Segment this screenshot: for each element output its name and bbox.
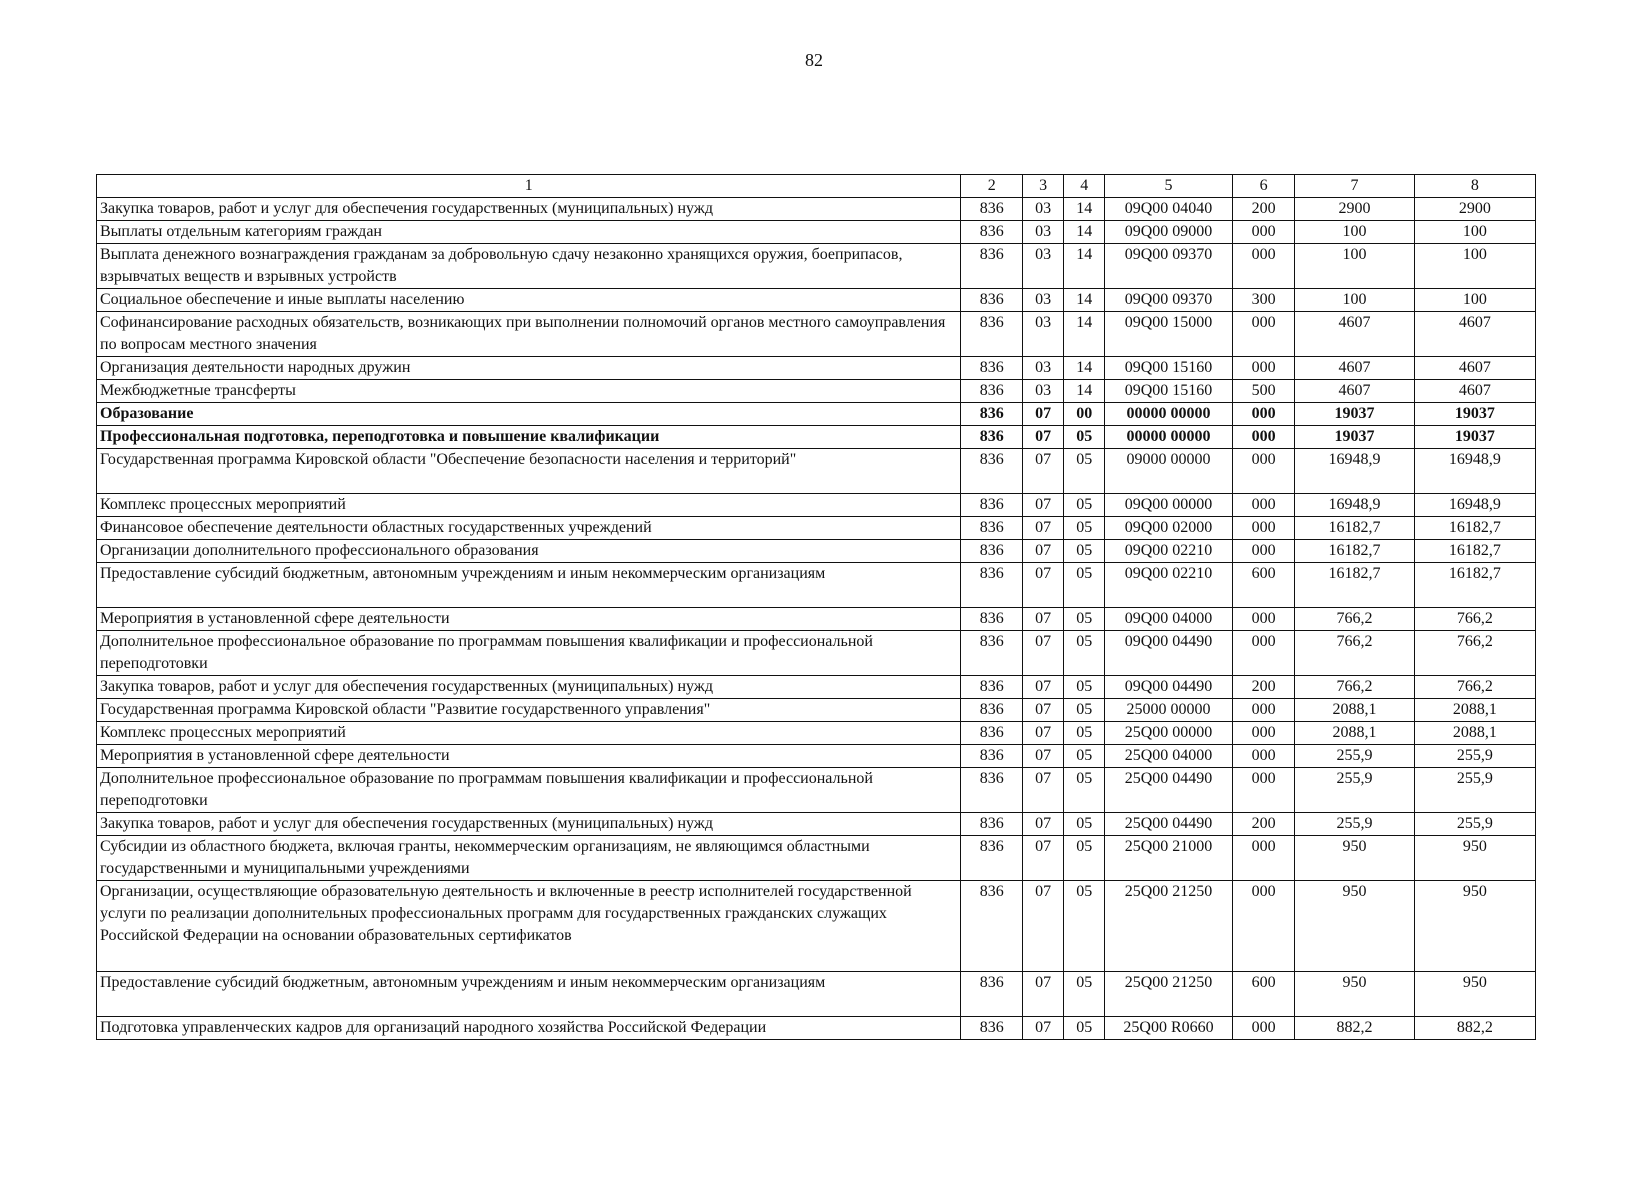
- code-ministry-cell: 836: [961, 608, 1023, 631]
- table-body: [97, 198, 1536, 1040]
- code-expense-type-cell: 300: [1232, 289, 1295, 312]
- amount-year-1-cell: 16182,7: [1295, 517, 1414, 540]
- code-ministry-cell: 836: [961, 813, 1023, 836]
- code-subsection-cell: 05: [1064, 449, 1105, 494]
- code-subsection-cell: 14: [1064, 380, 1105, 403]
- item-name-cell: Софинансирование расходных обязательств, возникающих при выполнении полномочий органов местного самоуправления по вопросам местного значения: [97, 312, 961, 357]
- code-ministry-cell: 836: [961, 403, 1023, 426]
- code-subsection-cell: 14: [1064, 312, 1105, 357]
- code-expense-type-cell: 000: [1232, 449, 1295, 494]
- item-name-cell: Финансовое обеспечение деятельности областных государственных учреждений: [97, 517, 961, 540]
- amount-year-1-cell: 19037: [1295, 426, 1414, 449]
- code-subsection-cell: 05: [1064, 745, 1105, 768]
- code-target-article-cell: 09Q00 02000: [1105, 517, 1232, 540]
- code-subsection-cell: 05: [1064, 881, 1105, 972]
- code-target-article-cell: 25Q00 21250: [1105, 881, 1232, 972]
- amount-year-2-cell: 4607: [1414, 312, 1535, 357]
- amount-year-1-cell: 950: [1295, 836, 1414, 881]
- table-row: [97, 449, 1536, 494]
- code-target-article-cell: 09Q00 04490: [1105, 676, 1232, 699]
- code-ministry-cell: 836: [961, 221, 1023, 244]
- item-name-cell: Профессиональная подготовка, переподготовка и повышение квалификации: [97, 426, 961, 449]
- code-expense-type-cell: 000: [1232, 1017, 1295, 1040]
- code-ministry-cell: 836: [961, 631, 1023, 676]
- code-target-article-cell: 09Q00 04040: [1105, 198, 1232, 221]
- table-row: [97, 768, 1536, 813]
- code-section-cell: 03: [1023, 244, 1064, 289]
- table-row: [97, 745, 1536, 768]
- code-target-article-cell: 09Q00 02210: [1105, 563, 1232, 608]
- item-name-cell: Предоставление субсидий бюджетным, автономным учреждениям и иным некоммерческим организациям: [97, 972, 961, 1017]
- code-target-article-cell: 09Q00 15160: [1105, 380, 1232, 403]
- table-row: [97, 813, 1536, 836]
- table-row: [97, 836, 1536, 881]
- code-section-cell: 07: [1023, 699, 1064, 722]
- column-header-6: 6: [1232, 175, 1295, 198]
- code-section-cell: 07: [1023, 426, 1064, 449]
- code-ministry-cell: 836: [961, 1017, 1023, 1040]
- code-subsection-cell: 14: [1064, 357, 1105, 380]
- amount-year-2-cell: 100: [1414, 289, 1535, 312]
- amount-year-2-cell: 882,2: [1414, 1017, 1535, 1040]
- code-target-article-cell: 09Q00 04490: [1105, 631, 1232, 676]
- amount-year-1-cell: 16948,9: [1295, 494, 1414, 517]
- code-ministry-cell: 836: [961, 676, 1023, 699]
- amount-year-1-cell: 4607: [1295, 357, 1414, 380]
- amount-year-2-cell: 255,9: [1414, 768, 1535, 813]
- code-ministry-cell: 836: [961, 289, 1023, 312]
- code-ministry-cell: 836: [961, 517, 1023, 540]
- code-expense-type-cell: 600: [1232, 563, 1295, 608]
- code-ministry-cell: 836: [961, 699, 1023, 722]
- item-name-cell: Организации дополнительного профессионального образования: [97, 540, 961, 563]
- code-expense-type-cell: 000: [1232, 494, 1295, 517]
- code-ministry-cell: 836: [961, 768, 1023, 813]
- column-header-4: 4: [1064, 175, 1105, 198]
- amount-year-2-cell: 4607: [1414, 357, 1535, 380]
- column-header-1: 1: [97, 175, 961, 198]
- item-name-cell: Мероприятия в установленной сфере деятельности: [97, 745, 961, 768]
- amount-year-2-cell: 16182,7: [1414, 563, 1535, 608]
- amount-year-2-cell: 100: [1414, 221, 1535, 244]
- code-section-cell: 07: [1023, 403, 1064, 426]
- amount-year-1-cell: 16948,9: [1295, 449, 1414, 494]
- code-section-cell: 03: [1023, 221, 1064, 244]
- table-row: [97, 631, 1536, 676]
- code-expense-type-cell: 000: [1232, 631, 1295, 676]
- code-subsection-cell: 14: [1064, 289, 1105, 312]
- amount-year-2-cell: 950: [1414, 972, 1535, 1017]
- item-name-cell: Организации, осуществляющие образовательную деятельность и включенные в реестр исполнителей государственной услуги по реализации дополнительных профессиональных программ для государственных гражданских служащих Российской Федерации на основании образовательных сертификатов: [97, 881, 961, 972]
- code-section-cell: 07: [1023, 813, 1064, 836]
- item-name-cell: Государственная программа Кировской области "Обеспечение безопасности населения и территорий": [97, 449, 961, 494]
- code-expense-type-cell: 000: [1232, 881, 1295, 972]
- amount-year-2-cell: 766,2: [1414, 676, 1535, 699]
- code-target-article-cell: 09Q00 09000: [1105, 221, 1232, 244]
- code-target-article-cell: 09Q00 09370: [1105, 289, 1232, 312]
- code-section-cell: 03: [1023, 380, 1064, 403]
- table-row: [97, 426, 1536, 449]
- code-target-article-cell: 09Q00 00000: [1105, 494, 1232, 517]
- code-section-cell: 07: [1023, 540, 1064, 563]
- code-section-cell: 07: [1023, 517, 1064, 540]
- table-row: [97, 517, 1536, 540]
- code-subsection-cell: 05: [1064, 1017, 1105, 1040]
- amount-year-1-cell: 950: [1295, 972, 1414, 1017]
- code-subsection-cell: 00: [1064, 403, 1105, 426]
- item-name-cell: Выплата денежного вознаграждения гражданам за добровольную сдачу незаконно хранящихся оружия, боеприпасов, взрывчатых веществ и взрывных устройств: [97, 244, 961, 289]
- amount-year-1-cell: 100: [1295, 244, 1414, 289]
- table-row: [97, 608, 1536, 631]
- item-name-cell: Закупка товаров, работ и услуг для обеспечения государственных (муниципальных) нужд: [97, 813, 961, 836]
- code-section-cell: 03: [1023, 312, 1064, 357]
- item-name-cell: Подготовка управленческих кадров для организаций народного хозяйства Российской Федерации: [97, 1017, 961, 1040]
- code-expense-type-cell: 000: [1232, 608, 1295, 631]
- code-ministry-cell: 836: [961, 836, 1023, 881]
- code-section-cell: 07: [1023, 745, 1064, 768]
- table-row: [97, 676, 1536, 699]
- amount-year-1-cell: 2088,1: [1295, 722, 1414, 745]
- table-row: [97, 289, 1536, 312]
- code-section-cell: 03: [1023, 289, 1064, 312]
- item-name-cell: Комплекс процессных мероприятий: [97, 722, 961, 745]
- table-row: [97, 699, 1536, 722]
- table-row: [97, 357, 1536, 380]
- amount-year-1-cell: 2088,1: [1295, 699, 1414, 722]
- item-name-cell: Государственная программа Кировской области "Развитие государственного управления": [97, 699, 961, 722]
- code-subsection-cell: 05: [1064, 517, 1105, 540]
- item-name-cell: Выплаты отдельным категориям граждан: [97, 221, 961, 244]
- code-target-article-cell: 25000 00000: [1105, 699, 1232, 722]
- amount-year-2-cell: 19037: [1414, 403, 1535, 426]
- amount-year-2-cell: 16948,9: [1414, 449, 1535, 494]
- amount-year-1-cell: 766,2: [1295, 676, 1414, 699]
- code-ministry-cell: 836: [961, 198, 1023, 221]
- code-ministry-cell: 836: [961, 563, 1023, 608]
- amount-year-2-cell: 950: [1414, 881, 1535, 972]
- code-subsection-cell: 14: [1064, 221, 1105, 244]
- code-expense-type-cell: 000: [1232, 699, 1295, 722]
- code-subsection-cell: 05: [1064, 563, 1105, 608]
- code-section-cell: 07: [1023, 563, 1064, 608]
- amount-year-2-cell: 766,2: [1414, 631, 1535, 676]
- item-name-cell: Закупка товаров, работ и услуг для обеспечения государственных (муниципальных) нужд: [97, 198, 961, 221]
- code-target-article-cell: 25Q00 04490: [1105, 813, 1232, 836]
- amount-year-1-cell: 16182,7: [1295, 540, 1414, 563]
- code-target-article-cell: 25Q00 00000: [1105, 722, 1232, 745]
- table-row: [97, 221, 1536, 244]
- table-row: [97, 403, 1536, 426]
- code-subsection-cell: 05: [1064, 631, 1105, 676]
- code-subsection-cell: 14: [1064, 198, 1105, 221]
- table-row: [97, 1017, 1536, 1040]
- amount-year-2-cell: 2900: [1414, 198, 1535, 221]
- amount-year-1-cell: 255,9: [1295, 813, 1414, 836]
- amount-year-1-cell: 16182,7: [1295, 563, 1414, 608]
- amount-year-1-cell: 100: [1295, 289, 1414, 312]
- code-section-cell: 07: [1023, 676, 1064, 699]
- code-section-cell: 07: [1023, 722, 1064, 745]
- code-section-cell: 03: [1023, 357, 1064, 380]
- code-ministry-cell: 836: [961, 494, 1023, 517]
- code-ministry-cell: 836: [961, 312, 1023, 357]
- table-row: [97, 540, 1536, 563]
- column-header-2: 2: [961, 175, 1023, 198]
- code-ministry-cell: 836: [961, 357, 1023, 380]
- code-expense-type-cell: 000: [1232, 540, 1295, 563]
- code-ministry-cell: 836: [961, 722, 1023, 745]
- table-row: [97, 494, 1536, 517]
- amount-year-2-cell: 16948,9: [1414, 494, 1535, 517]
- code-expense-type-cell: 200: [1232, 198, 1295, 221]
- amount-year-2-cell: 766,2: [1414, 608, 1535, 631]
- table-row: [97, 722, 1536, 745]
- table-row: [97, 312, 1536, 357]
- code-expense-type-cell: 000: [1232, 312, 1295, 357]
- header-row: [97, 175, 1536, 198]
- code-subsection-cell: 05: [1064, 972, 1105, 1017]
- amount-year-1-cell: 19037: [1295, 403, 1414, 426]
- code-subsection-cell: 14: [1064, 244, 1105, 289]
- amount-year-1-cell: 4607: [1295, 312, 1414, 357]
- code-subsection-cell: 05: [1064, 608, 1105, 631]
- code-subsection-cell: 05: [1064, 722, 1105, 745]
- amount-year-2-cell: 255,9: [1414, 813, 1535, 836]
- code-subsection-cell: 05: [1064, 699, 1105, 722]
- budget-table: [96, 174, 1536, 1040]
- code-section-cell: 07: [1023, 631, 1064, 676]
- code-expense-type-cell: 000: [1232, 426, 1295, 449]
- page-number: 82: [805, 50, 823, 70]
- code-expense-type-cell: 000: [1232, 517, 1295, 540]
- amount-year-1-cell: 255,9: [1295, 768, 1414, 813]
- code-ministry-cell: 836: [961, 881, 1023, 972]
- code-target-article-cell: 09Q00 04000: [1105, 608, 1232, 631]
- code-target-article-cell: 09Q00 15000: [1105, 312, 1232, 357]
- code-expense-type-cell: 000: [1232, 722, 1295, 745]
- amount-year-1-cell: 766,2: [1295, 631, 1414, 676]
- item-name-cell: Предоставление субсидий бюджетным, автономным учреждениям и иным некоммерческим организациям: [97, 563, 961, 608]
- code-subsection-cell: 05: [1064, 426, 1105, 449]
- amount-year-1-cell: 766,2: [1295, 608, 1414, 631]
- item-name-cell: Организация деятельности народных дружин: [97, 357, 961, 380]
- code-section-cell: 07: [1023, 972, 1064, 1017]
- code-target-article-cell: 09Q00 09370: [1105, 244, 1232, 289]
- code-target-article-cell: 09000 00000: [1105, 449, 1232, 494]
- code-subsection-cell: 05: [1064, 768, 1105, 813]
- amount-year-1-cell: 2900: [1295, 198, 1414, 221]
- table-row: [97, 198, 1536, 221]
- amount-year-2-cell: 950: [1414, 836, 1535, 881]
- amount-year-2-cell: 16182,7: [1414, 517, 1535, 540]
- code-ministry-cell: 836: [961, 972, 1023, 1017]
- code-section-cell: 03: [1023, 198, 1064, 221]
- code-expense-type-cell: 200: [1232, 676, 1295, 699]
- code-section-cell: 07: [1023, 768, 1064, 813]
- code-ministry-cell: 836: [961, 380, 1023, 403]
- code-ministry-cell: 836: [961, 449, 1023, 494]
- item-name-cell: Субсидии из областного бюджета, включая гранты, некоммерческим организациям, не являющимся областными государственными и муниципальными учреждениями: [97, 836, 961, 881]
- item-name-cell: Комплекс процессных мероприятий: [97, 494, 961, 517]
- table-row: [97, 380, 1536, 403]
- amount-year-2-cell: 16182,7: [1414, 540, 1535, 563]
- code-target-article-cell: 25Q00 R0660: [1105, 1017, 1232, 1040]
- code-expense-type-cell: 000: [1232, 745, 1295, 768]
- amount-year-2-cell: 2088,1: [1414, 699, 1535, 722]
- code-ministry-cell: 836: [961, 244, 1023, 289]
- code-expense-type-cell: 000: [1232, 357, 1295, 380]
- code-section-cell: 07: [1023, 494, 1064, 517]
- code-ministry-cell: 836: [961, 426, 1023, 449]
- item-name-cell: Дополнительное профессиональное образование по программам повышения квалификации и профессиональной переподготовки: [97, 768, 961, 813]
- amount-year-1-cell: 4607: [1295, 380, 1414, 403]
- code-target-article-cell: 09Q00 15160: [1105, 357, 1232, 380]
- amount-year-2-cell: 255,9: [1414, 745, 1535, 768]
- code-section-cell: 07: [1023, 449, 1064, 494]
- code-target-article-cell: 00000 00000: [1105, 403, 1232, 426]
- code-section-cell: 07: [1023, 836, 1064, 881]
- item-name-cell: Мероприятия в установленной сфере деятельности: [97, 608, 961, 631]
- amount-year-2-cell: 100: [1414, 244, 1535, 289]
- code-ministry-cell: 836: [961, 540, 1023, 563]
- code-expense-type-cell: 000: [1232, 244, 1295, 289]
- code-expense-type-cell: 000: [1232, 221, 1295, 244]
- code-target-article-cell: 00000 00000: [1105, 426, 1232, 449]
- amount-year-1-cell: 882,2: [1295, 1017, 1414, 1040]
- column-header-5: 5: [1105, 175, 1232, 198]
- code-target-article-cell: 25Q00 04000: [1105, 745, 1232, 768]
- item-name-cell: Социальное обеспечение и иные выплаты населению: [97, 289, 961, 312]
- amount-year-2-cell: 4607: [1414, 380, 1535, 403]
- code-subsection-cell: 05: [1064, 494, 1105, 517]
- item-name-cell: Образование: [97, 403, 961, 426]
- table-row: [97, 563, 1536, 608]
- code-expense-type-cell: 600: [1232, 972, 1295, 1017]
- amount-year-2-cell: 2088,1: [1414, 722, 1535, 745]
- code-target-article-cell: 25Q00 21250: [1105, 972, 1232, 1017]
- code-section-cell: 07: [1023, 881, 1064, 972]
- item-name-cell: Закупка товаров, работ и услуг для обеспечения государственных (муниципальных) нужд: [97, 676, 961, 699]
- code-section-cell: 07: [1023, 608, 1064, 631]
- code-ministry-cell: 836: [961, 745, 1023, 768]
- table-row: [97, 972, 1536, 1017]
- amount-year-1-cell: 950: [1295, 881, 1414, 972]
- code-section-cell: 07: [1023, 1017, 1064, 1040]
- table-row: [97, 881, 1536, 972]
- column-header-8: 8: [1414, 175, 1535, 198]
- table-row: [97, 244, 1536, 289]
- item-name-cell: Межбюджетные трансферты: [97, 380, 961, 403]
- code-target-article-cell: 25Q00 21000: [1105, 836, 1232, 881]
- amount-year-1-cell: 100: [1295, 221, 1414, 244]
- column-header-3: 3: [1023, 175, 1064, 198]
- item-name-cell: Дополнительное профессиональное образование по программам повышения квалификации и профессиональной переподготовки: [97, 631, 961, 676]
- code-subsection-cell: 05: [1064, 813, 1105, 836]
- column-header-7: 7: [1295, 175, 1414, 198]
- code-expense-type-cell: 000: [1232, 836, 1295, 881]
- amount-year-2-cell: 19037: [1414, 426, 1535, 449]
- code-expense-type-cell: 000: [1232, 403, 1295, 426]
- amount-year-1-cell: 255,9: [1295, 745, 1414, 768]
- code-subsection-cell: 05: [1064, 836, 1105, 881]
- code-target-article-cell: 25Q00 04490: [1105, 768, 1232, 813]
- code-expense-type-cell: 000: [1232, 768, 1295, 813]
- code-expense-type-cell: 200: [1232, 813, 1295, 836]
- code-target-article-cell: 09Q00 02210: [1105, 540, 1232, 563]
- code-subsection-cell: 05: [1064, 676, 1105, 699]
- code-expense-type-cell: 500: [1232, 380, 1295, 403]
- code-subsection-cell: 05: [1064, 540, 1105, 563]
